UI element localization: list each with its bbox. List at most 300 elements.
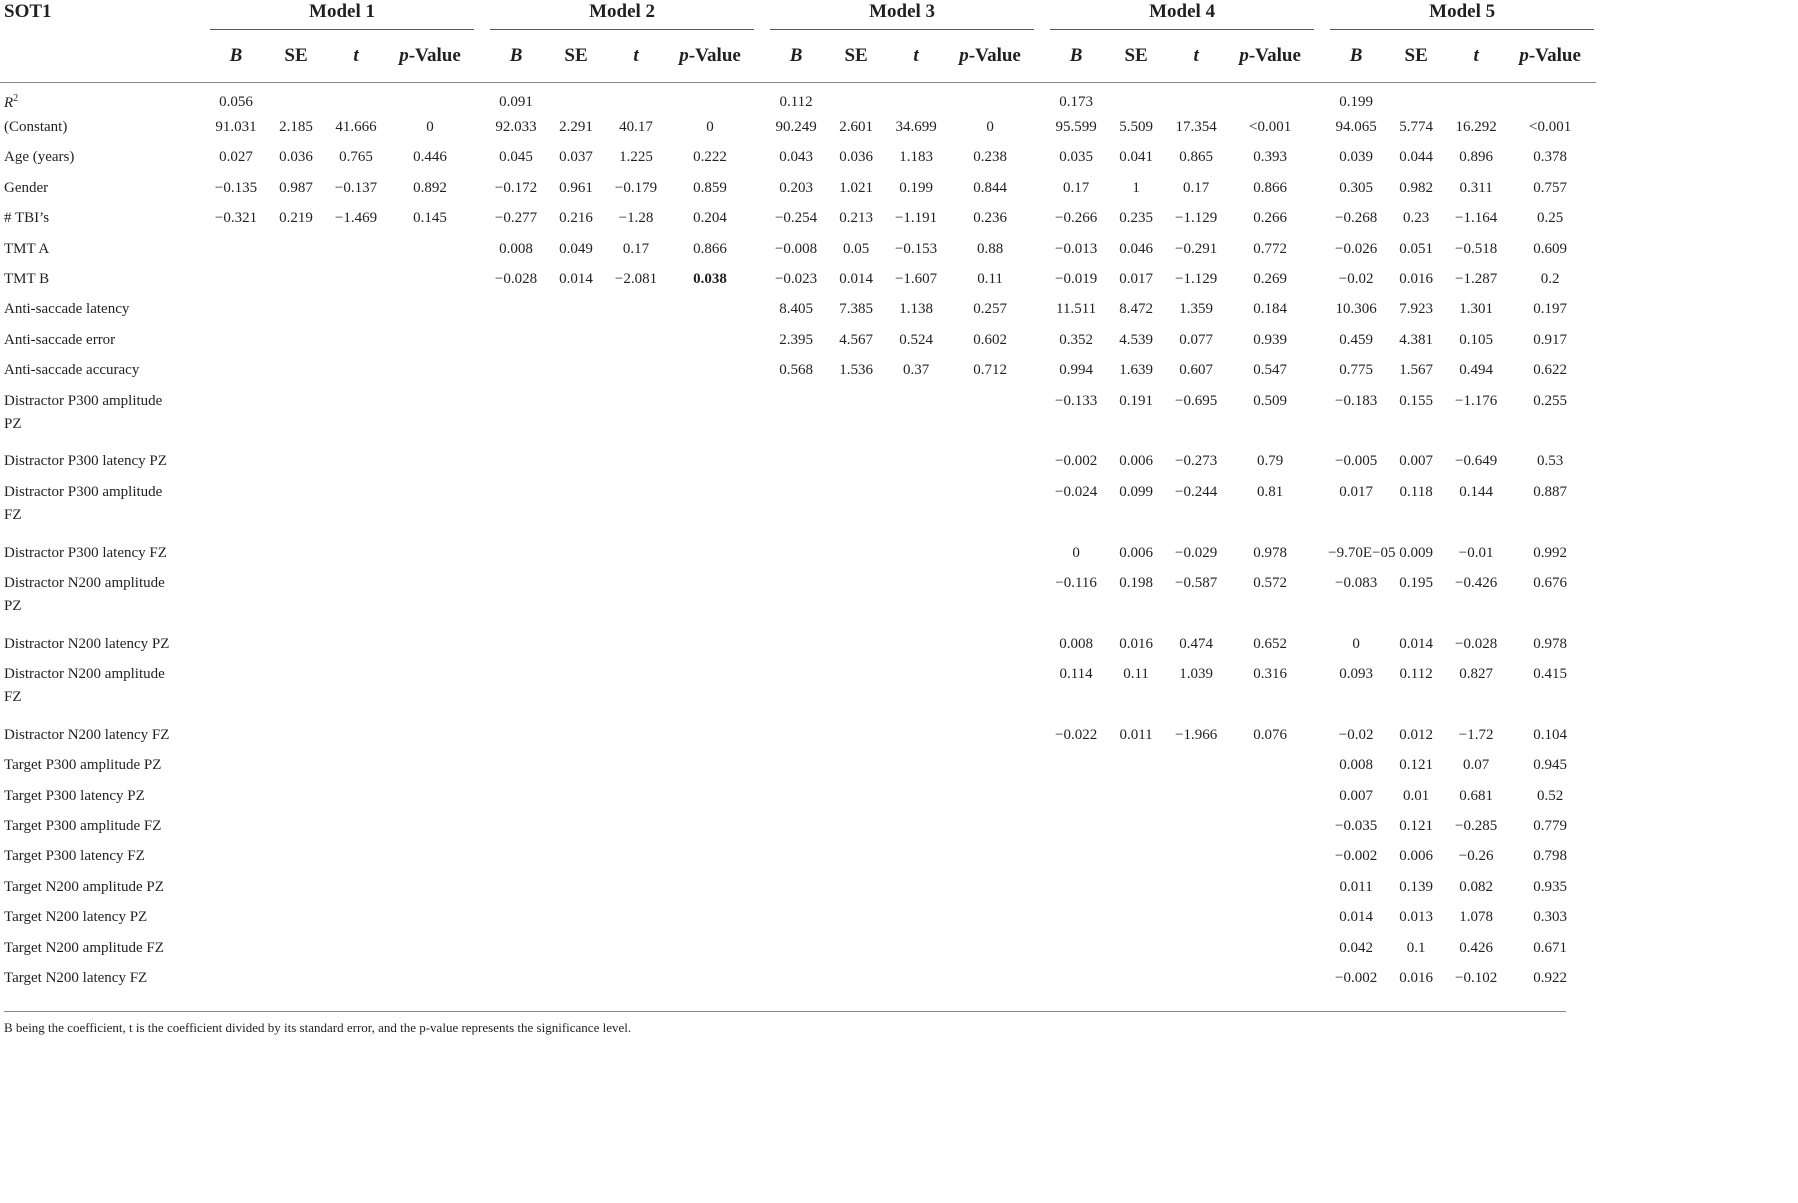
model-4-p-value: 0.316 [1253, 666, 1287, 683]
column-gap [476, 659, 488, 689]
row-spacer [0, 507, 1596, 537]
model-4-p-value [1224, 903, 1316, 933]
model-3-t-value [888, 903, 944, 933]
model-1-p-value: 0.892 [413, 179, 447, 196]
col-header-b: B [768, 30, 824, 82]
model-3-t-value: 1.183 [899, 149, 933, 166]
model-5-se-value: 4.381 [1399, 331, 1433, 348]
model-2-p-value [664, 629, 756, 659]
col-header-p-value: p-Value [944, 30, 1036, 82]
model-3-p-value [944, 447, 1036, 477]
model-1-se-value [264, 933, 328, 963]
model-3-p-value [944, 963, 1036, 993]
model-4-b-value: 11.511 [1056, 301, 1097, 318]
model-1-se-value [264, 781, 328, 811]
model-5-se-value: 0.016 [1399, 970, 1433, 987]
model-4-t-value [1168, 842, 1224, 872]
table-body [0, 82, 1596, 994]
model-2-p-value [664, 447, 756, 477]
model-3-p-value [944, 903, 1036, 933]
empty-cell [944, 82, 1036, 112]
column-gap [1036, 173, 1048, 203]
model-2-se-value [544, 720, 608, 750]
table-row [0, 477, 1596, 507]
table-row [0, 295, 1596, 325]
column-gap [476, 30, 488, 82]
column-gap [756, 659, 768, 689]
column-gap [1036, 903, 1048, 933]
model-3-b-value [768, 538, 824, 568]
column-gap [756, 811, 768, 841]
row-label: Gender [4, 179, 49, 196]
model-1-t-value [328, 356, 384, 386]
model-2-p-value: 0.859 [693, 179, 727, 196]
model-3-b-value: 8.405 [779, 301, 813, 318]
model-5-b-value: 0.459 [1339, 331, 1373, 348]
model-5-t-value: 0.896 [1459, 149, 1493, 166]
model-3-se-value: 0.05 [842, 240, 870, 257]
column-gap [1036, 568, 1048, 598]
model-5-b-value: −9.70E−05 [1328, 544, 1396, 561]
model-2-header: Model 2 [488, 0, 756, 30]
model-5-b-value: 0.775 [1339, 362, 1373, 379]
row-label: Target P300 latency PZ [4, 787, 145, 804]
model-5-p-value: 0.935 [1533, 878, 1568, 895]
model-1-se-value [264, 447, 328, 477]
model-1-se-value [264, 872, 328, 902]
model-2-t-value: 1.225 [619, 149, 653, 166]
column-gap [1316, 82, 1328, 112]
model-2-se-value [544, 568, 608, 598]
model-5-b-value: −0.268 [1335, 210, 1378, 227]
column-gap [476, 82, 488, 112]
col-header-t: t [1448, 30, 1504, 82]
model-5-p-value: 0.378 [1533, 149, 1568, 166]
model-4-p-value: 0.978 [1253, 544, 1287, 561]
model-3-t-value [888, 933, 944, 963]
row-spacer [0, 599, 1596, 629]
model-4-p-value: 0.184 [1253, 301, 1287, 318]
model-2-se-value [544, 659, 608, 689]
model-2-b-value [488, 568, 544, 598]
model-4-se-value: 0.011 [1119, 726, 1153, 743]
model-4-t-value: 0.474 [1179, 635, 1213, 652]
table-row [0, 538, 1596, 568]
column-gap [1036, 872, 1048, 902]
col-header-se: SE [1104, 30, 1168, 82]
column-gap [756, 720, 768, 750]
model-3-b-value [768, 386, 824, 416]
table-row [0, 659, 1596, 689]
column-gap [1316, 325, 1328, 355]
model-5-b-value: −0.183 [1335, 392, 1378, 409]
model-3-se-value [824, 477, 888, 507]
model-3-b-value [768, 933, 824, 963]
model-4-b-value: 0.352 [1059, 331, 1093, 348]
table-row [0, 173, 1596, 203]
column-gap [756, 356, 768, 386]
model-3-se-value: 1.021 [839, 179, 873, 196]
model-3-b-value [768, 811, 824, 841]
model-5-p-value: <0.001 [1529, 119, 1572, 136]
model-5-se-value: 0.013 [1399, 909, 1433, 926]
model-5-t-value: −0.26 [1458, 848, 1494, 865]
model-4-t-value [1168, 751, 1224, 781]
model-1-p-value [384, 781, 476, 811]
model-4-b-value [1048, 781, 1104, 811]
column-gap [1316, 538, 1328, 568]
column-gap [756, 751, 768, 781]
column-gap [1036, 325, 1048, 355]
model-5-se-value: 0.009 [1399, 544, 1433, 561]
model-2-se-value: 0.961 [559, 179, 593, 196]
column-gap [1316, 872, 1328, 902]
model-1-se-value [264, 568, 328, 598]
column-gap [476, 629, 488, 659]
model-3-p-value: 0.602 [973, 331, 1007, 348]
spacer-cell [0, 416, 1596, 446]
model-2-se-value: 0.014 [559, 271, 593, 288]
column-gap [1036, 477, 1048, 507]
column-gap [476, 143, 488, 173]
model-3-t-value [888, 811, 944, 841]
row-label: TMT B [4, 271, 50, 288]
model-header-row [0, 0, 1596, 30]
table-row [0, 264, 1596, 294]
model-3-se-value [824, 903, 888, 933]
column-gap [1036, 295, 1048, 325]
model-1-b-value: −0.321 [214, 210, 258, 227]
model-3-p-value: 0.844 [973, 179, 1007, 196]
model-2-b-value: 92.033 [495, 119, 537, 136]
model-1-t-value [328, 568, 384, 598]
column-gap [756, 781, 768, 811]
model-3-t-value [888, 872, 944, 902]
model-1-t-value [328, 477, 384, 507]
model-4-b-value [1048, 963, 1104, 993]
model-4-se-value: 5.509 [1119, 119, 1153, 136]
table-row [0, 781, 1596, 811]
col-header-p-value: p-Value [664, 30, 756, 82]
model-1-p-value: 0 [426, 119, 434, 136]
model-2-t-value [608, 629, 664, 659]
model-5-se-value: 0.016 [1399, 271, 1433, 288]
row-label: Distractor P300 amplitude FZ [4, 483, 163, 524]
row-label: # TBI’s [4, 210, 50, 227]
column-gap [1036, 234, 1048, 264]
model-1-b-value: 0.027 [219, 149, 253, 166]
table-row [0, 963, 1596, 993]
model-5-b-value: −0.083 [1335, 574, 1378, 591]
model-2-p-value [664, 356, 756, 386]
col-header-t: t [888, 30, 944, 82]
model-3-se-value [824, 386, 888, 416]
model-1-b-value [208, 234, 264, 264]
model-3-b-value [768, 568, 824, 598]
r-squared-value: 0.173 [1059, 93, 1093, 110]
model-2-t-value [608, 325, 664, 355]
model-5-p-value: 0.25 [1537, 210, 1564, 227]
column-gap [1316, 30, 1328, 82]
model-2-p-value [664, 781, 756, 811]
model-2-se-value [544, 325, 608, 355]
model-3-b-value [768, 903, 824, 933]
model-2-t-value [608, 903, 664, 933]
model-4-p-value: 0.266 [1253, 210, 1287, 227]
model-2-b-value [488, 447, 544, 477]
model-3-b-value: 0.568 [779, 362, 813, 379]
empty-cell [1504, 82, 1596, 112]
model-3-b-value [768, 629, 824, 659]
column-gap [1036, 356, 1048, 386]
model-4-t-value [1168, 963, 1224, 993]
model-3-se-value [824, 538, 888, 568]
model-1-p-value [384, 386, 476, 416]
table-row [0, 447, 1596, 477]
column-gap [1036, 538, 1048, 568]
model-3-header: Model 3 [768, 0, 1036, 30]
model-3-t-value [888, 386, 944, 416]
model-4-b-value [1048, 751, 1104, 781]
model-1-p-value [384, 903, 476, 933]
model-3-t-value: 34.699 [895, 119, 937, 136]
column-gap [1316, 295, 1328, 325]
model-3-p-value [944, 811, 1036, 841]
model-2-p-value [664, 477, 756, 507]
model-1-p-value: 0.145 [413, 210, 447, 227]
model-1-b-value [208, 933, 264, 963]
model-2-b-value: 0.008 [499, 240, 533, 257]
model-1-p-value [384, 477, 476, 507]
model-1-t-value [328, 872, 384, 902]
model-4-b-value: −0.022 [1054, 726, 1098, 743]
model-2-t-value [608, 538, 664, 568]
model-2-se-value [544, 933, 608, 963]
model-5-b-value: 0.042 [1339, 939, 1373, 956]
model-4-se-value: 0.198 [1119, 574, 1153, 591]
model-4-se-value: 0.235 [1119, 210, 1153, 227]
column-gap [1316, 781, 1328, 811]
model-4-se-value: 1.639 [1119, 362, 1153, 379]
model-2-b-value [488, 872, 544, 902]
model-1-se-value [264, 720, 328, 750]
model-5-p-value: 0.757 [1533, 179, 1568, 196]
model-1-t-value: 41.666 [335, 119, 377, 136]
model-1-se-value [264, 751, 328, 781]
model-2-p-value [664, 568, 756, 598]
model-2-p-value: 0.222 [693, 149, 727, 166]
model-5-se-value: 0.006 [1399, 848, 1433, 865]
model-3-se-value [824, 751, 888, 781]
model-5-se-value: 7.923 [1399, 301, 1433, 318]
model-2-se-value [544, 629, 608, 659]
model-5-p-value: 0.917 [1533, 331, 1568, 348]
model-4-t-value [1168, 872, 1224, 902]
model-4-b-value: −0.013 [1054, 240, 1098, 257]
model-2-b-value [488, 295, 544, 325]
spacer-cell [0, 507, 1596, 537]
model-2-t-value [608, 933, 664, 963]
model-5-b-value: 0.305 [1339, 179, 1373, 196]
model-4-b-value: 0.994 [1059, 362, 1093, 379]
model-2-se-value [544, 842, 608, 872]
model-4-t-value: 0.077 [1179, 331, 1213, 348]
model-1-b-value [208, 538, 264, 568]
column-gap [756, 903, 768, 933]
model-3-t-value: −0.153 [894, 240, 938, 257]
column-gap [476, 264, 488, 294]
model-4-se-value: 4.539 [1119, 331, 1153, 348]
model-3-se-value [824, 659, 888, 689]
model-1-p-value [384, 447, 476, 477]
model-2-b-value: −0.172 [494, 179, 538, 196]
model-3-t-value: −1.607 [894, 271, 938, 288]
model-3-t-value [888, 538, 944, 568]
model-3-p-value [944, 842, 1036, 872]
model-2-b-value [488, 629, 544, 659]
model-4-se-value: 1 [1132, 179, 1140, 196]
model-2-t-value: 0.17 [622, 240, 650, 257]
column-gap [476, 447, 488, 477]
model-5-t-value: −1.287 [1455, 271, 1498, 288]
model-3-t-value [888, 447, 944, 477]
empty-cell [608, 82, 664, 112]
column-gap [756, 933, 768, 963]
model-4-p-value: 0.509 [1253, 392, 1287, 409]
model-1-p-value: 0.446 [413, 149, 447, 166]
model-4-t-value: 0.17 [1182, 179, 1210, 196]
column-gap [1036, 659, 1048, 689]
column-gap [756, 143, 768, 173]
table-row [0, 751, 1596, 781]
model-4-se-value [1104, 903, 1168, 933]
model-5-se-value: 0.1 [1406, 939, 1426, 956]
col-header-p-value: p-Value [384, 30, 476, 82]
model-4-t-value: 0.607 [1179, 362, 1213, 379]
col-header-se: SE [824, 30, 888, 82]
model-1-t-value [328, 933, 384, 963]
model-3-p-value: 0.712 [973, 362, 1007, 379]
model-1-t-value [328, 659, 384, 689]
model-5-b-value: 0.093 [1339, 666, 1373, 683]
model-3-p-value [944, 629, 1036, 659]
model-5-b-value: −0.02 [1338, 726, 1374, 743]
table-row [0, 811, 1596, 841]
column-gap [476, 811, 488, 841]
column-gap [756, 234, 768, 264]
model-2-p-value: 0.038 [693, 271, 727, 288]
model-4-b-value: 95.599 [1055, 119, 1097, 136]
model-1-p-value [384, 325, 476, 355]
model-2-p-value [664, 842, 756, 872]
model-4-b-value [1048, 872, 1104, 902]
model-1-t-value [328, 629, 384, 659]
model-3-p-value [944, 659, 1036, 689]
model-1-t-value [328, 538, 384, 568]
model-5-se-value: 1.567 [1399, 362, 1433, 379]
column-gap [756, 963, 768, 993]
table-footnote: B being the coefficient, t is the coefficient divided by its standard error, and the p-value represents the significance level. [4, 1011, 1566, 1036]
model-3-b-value [768, 720, 824, 750]
row-label: Distractor N200 amplitude PZ [4, 574, 165, 615]
model-4-se-value: 0.099 [1119, 483, 1153, 500]
model-1-t-value: −1.469 [334, 210, 378, 227]
table-row [0, 568, 1596, 598]
model-4-p-value: 0.393 [1253, 149, 1287, 166]
model-5-b-value: 0.017 [1339, 483, 1373, 500]
column-gap [756, 568, 768, 598]
model-4-t-value: −0.587 [1174, 574, 1218, 591]
model-1-p-value [384, 659, 476, 689]
row-spacer [0, 416, 1596, 446]
model-2-p-value [664, 811, 756, 841]
model-2-p-value [664, 903, 756, 933]
model-1-t-value [328, 751, 384, 781]
model-5-p-value: 0.676 [1533, 574, 1568, 591]
model-3-se-value [824, 447, 888, 477]
column-gap [1316, 264, 1328, 294]
model-3-t-value [888, 629, 944, 659]
model-1-p-value [384, 751, 476, 781]
model-1-b-value [208, 325, 264, 355]
model-5-b-value: 10.306 [1335, 301, 1377, 318]
model-3-se-value [824, 568, 888, 598]
model-3-t-value: 1.138 [899, 301, 933, 318]
model-2-se-value [544, 477, 608, 507]
model-1-b-value [208, 356, 264, 386]
model-1-se-value: 0.987 [279, 179, 313, 196]
model-2-t-value [608, 720, 664, 750]
model-4-b-value: 0.008 [1059, 635, 1093, 652]
model-1-se-value [264, 295, 328, 325]
model-2-t-value [608, 751, 664, 781]
model-1-t-value [328, 386, 384, 416]
model-1-se-value [264, 264, 328, 294]
model-5-b-value: −0.026 [1335, 240, 1378, 257]
model-5-t-value: 16.292 [1455, 119, 1497, 136]
model-5-t-value: 0.311 [1459, 179, 1493, 196]
model-5-t-value: 0.105 [1459, 331, 1493, 348]
model-5-se-value: 0.012 [1399, 726, 1433, 743]
model-1-t-value: −0.137 [334, 179, 378, 196]
model-2-p-value [664, 872, 756, 902]
column-gap [756, 386, 768, 416]
col-header-se: SE [544, 30, 608, 82]
model-2-p-value [664, 295, 756, 325]
table-row [0, 720, 1596, 750]
column-gap [1316, 933, 1328, 963]
column-gap [476, 234, 488, 264]
row-label: Anti-saccade accuracy [4, 362, 140, 379]
empty-cell [1104, 82, 1168, 112]
model-1-se-value [264, 963, 328, 993]
column-header-row [0, 30, 1596, 82]
model-1-se-value [264, 325, 328, 355]
model-4-p-value [1224, 811, 1316, 841]
column-gap [756, 295, 768, 325]
empty-cell [328, 82, 384, 112]
model-2-se-value [544, 447, 608, 477]
model-3-p-value [944, 538, 1036, 568]
model-3-t-value [888, 842, 944, 872]
model-2-p-value: 0.866 [693, 240, 727, 257]
model-5-p-value: 0.609 [1533, 240, 1568, 257]
model-2-p-value [664, 325, 756, 355]
model-5-b-value: −0.002 [1335, 848, 1378, 865]
column-gap [476, 781, 488, 811]
col-header-b: B [488, 30, 544, 82]
column-gap [1316, 720, 1328, 750]
